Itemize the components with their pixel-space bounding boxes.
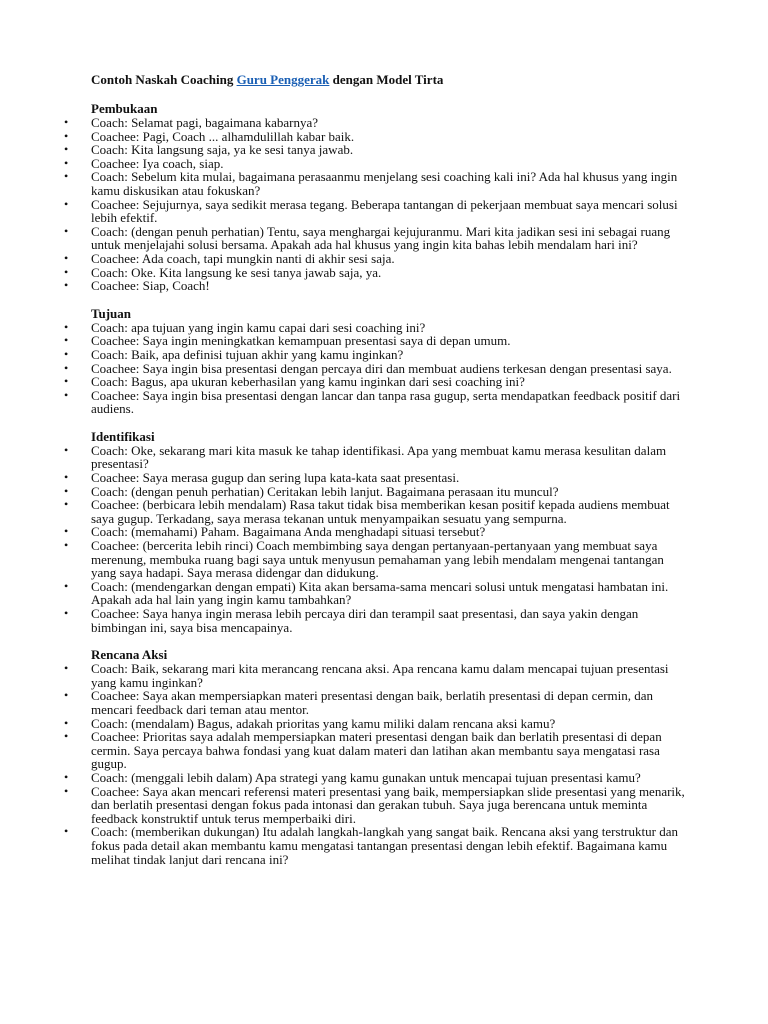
dialog-list xyxy=(64,115,691,294)
bullet-icon: • xyxy=(64,538,69,553)
bullet-icon: • xyxy=(64,196,69,211)
list-item xyxy=(64,578,691,608)
dialog-line: Coach: (dengan penuh perhatian) Tentu, saya menghargai kejujuranmu. Mari kita jadikan sesi ini sebagai ruang untuk menjelajahi solusi bersama. Apakah ada hal khusus yang ingin kita bahas lebih mendalam hari ini? xyxy=(91,223,671,253)
dialog-line: Coachee: Saya ingin bisa presentasi dengan lancar dan tanpa rasa gugup, serta mendapatkan feedback positif dari audiens. xyxy=(91,387,681,417)
bullet-icon: • xyxy=(64,264,69,279)
bullet-icon: • xyxy=(64,319,69,334)
list-item xyxy=(64,142,691,158)
dialog-line: Coach: (mendalam) Bagus, adakah prioritas yang kamu miliki dalam rencana aksi kamu? xyxy=(91,715,556,731)
dialog-line: Coach: (memberikan dukungan) Itu adalah langkah-langkah yang sangat baik. Rencana aksi yang terstruktur dan fokus pada detail akan membantu kamu mengatasi tantangan presentasi dengan lebih efektif. Bagaimana kamu melihat tindak lanjut dari rencana ini? xyxy=(91,824,678,867)
bullet-icon: • xyxy=(64,824,69,839)
dialog-line: Coach: Baik, sekarang mari kita merancang rencana aksi. Apa rencana kamu dalam mencapai tujuan presentasi yang kamu inginkan? xyxy=(91,661,669,690)
sections-container xyxy=(64,101,691,867)
bullet-icon: • xyxy=(64,374,69,389)
bullet-icon: • xyxy=(64,470,69,485)
bullet-icon: • xyxy=(64,578,69,593)
list-item xyxy=(64,374,691,390)
dialog-line: Coachee: Siap, Coach! xyxy=(91,278,210,294)
dialog-line: Coach: Sebelum kita mulai, bagaimana perasaanmu menjelang sesi coaching kali ini? Ada hal khusus yang ingin kamu diskusikan atau fokuskan? xyxy=(91,169,678,198)
list-item xyxy=(64,497,691,526)
dialog-line: Coachee: Saya akan mencari referensi materi presentasi yang baik, mempersiapkan slide presentasi yang menarik, dan berlatih presentasi dengan fokus pada intonasi dan gerakan tubuh. Saya juga berencana untuk meminta feedback konstruktif untuk terus memperbaiki diri. xyxy=(91,783,685,826)
list-item xyxy=(64,196,691,226)
dialog-line: Coach: Baik, apa definisi tujuan akhir yang kamu inginkan? xyxy=(91,346,404,362)
dialog-line: Coach: Selamat pagi, bagaimana kabarnya? xyxy=(91,115,319,130)
bullet-icon: • xyxy=(64,360,69,375)
list-item xyxy=(64,278,691,294)
dialog-line: Coachee: (berbicara lebih mendalam) Rasa takut tidak bisa memberikan kesan positif kepada audiens membuat saya gugup. Terkadang, saya merasa tekanan untuk menyampaikan sesuatu yang sempurna. xyxy=(91,497,670,526)
bullet-icon: • xyxy=(64,142,69,157)
dialog-line: Coach: Kita langsung saja, ya ke sesi tanya jawab. xyxy=(91,142,354,158)
list-item xyxy=(64,346,691,362)
dialog-line: Coachee: Ada coach, tapi mungkin nanti di akhir sesi saja. xyxy=(91,250,395,266)
list-item xyxy=(64,483,691,499)
bullet-icon: • xyxy=(64,128,69,143)
list-item xyxy=(64,606,691,635)
dialog-line: Coach: Oke. Kita langsung ke sesi tanya jawab saja, ya. xyxy=(91,264,382,280)
list-item xyxy=(64,661,691,690)
dialog-line: Coach: Oke, sekarang mari kita masuk ke tahap identifikasi. Apa yang membuat kamu merasa kesulitan dalam presentasi? xyxy=(91,442,667,472)
list-item xyxy=(64,538,691,581)
list-item xyxy=(64,783,691,826)
list-item xyxy=(64,360,691,376)
dialog-list xyxy=(64,319,691,417)
guru-penggerak-link[interactable]: Guru Penggerak xyxy=(236,72,330,87)
dialog-line: Coachee: Prioritas saya adalah mempersiapkan materi presentasi dengan baik dan berlatih presentasi di depan cermin. Saya percaya bahwa fondasi yang kuat dalam materi dan latihan akan membantu saya mengatasi rasa gugup. xyxy=(91,729,662,772)
dialog-list xyxy=(64,661,691,867)
dialog-line: Coach: (dengan penuh perhatian) Ceritakan lebih lanjut. Bagaimana perasaan itu muncul? xyxy=(91,483,559,499)
section-heading: Rencana Aksi xyxy=(91,647,168,663)
section-tujuan xyxy=(64,305,691,417)
dialog-list xyxy=(64,442,691,635)
section-heading: Tujuan xyxy=(91,305,131,321)
section-heading: Pembukaan xyxy=(91,101,158,116)
list-item xyxy=(64,524,691,540)
document-content xyxy=(64,72,691,879)
bullet-icon: • xyxy=(64,442,69,457)
bullet-icon: • xyxy=(64,250,69,265)
bullet-icon: • xyxy=(64,278,69,293)
document-title xyxy=(91,72,691,87)
list-item xyxy=(64,387,691,417)
bullet-icon: • xyxy=(64,387,69,402)
dialog-line: Coachee: Saya hanya ingin merasa lebih percaya diri dan terampil saat presentasi, dan saya yakin dengan bimbingan ini, saya bisa mencapainya. xyxy=(91,606,639,635)
bullet-icon: • xyxy=(64,661,69,676)
list-item xyxy=(64,470,691,486)
list-item xyxy=(64,333,691,349)
dialog-line: Coach: (mendengarkan dengan empati) Kita akan bersama-sama mencari solusi untuk mengatasi hambatan ini. Apakah ada hal lain yang ingin kamu tambahkan? xyxy=(91,578,669,608)
bullet-icon: • xyxy=(64,155,69,170)
list-item xyxy=(64,250,691,266)
section-identifikasi xyxy=(64,428,691,635)
bullet-icon: • xyxy=(64,483,69,498)
bullet-icon: • xyxy=(64,223,69,238)
bullet-icon: • xyxy=(64,333,69,348)
list-item xyxy=(64,715,691,731)
list-item xyxy=(64,824,691,867)
bullet-icon: • xyxy=(64,497,69,512)
dialog-line: Coach: apa tujuan yang ingin kamu capai dari sesi coaching ini? xyxy=(91,319,426,335)
dialog-line: Coach: (menggali lebih dalam) Apa strategi yang kamu gunakan untuk mencapai tujuan presentasi kamu? xyxy=(91,769,641,785)
bullet-icon: • xyxy=(64,769,69,784)
dialog-line: Coachee: Pagi, Coach ... alhamdulillah kabar baik. xyxy=(91,128,355,144)
bullet-icon: • xyxy=(64,783,69,798)
bullet-icon: • xyxy=(64,688,69,703)
list-item xyxy=(64,319,691,335)
section-rencana-aksi xyxy=(64,647,691,867)
dialog-line: Coachee: Saya ingin meningkatkan kemampuan presentasi saya di depan umum. xyxy=(91,333,511,349)
list-item xyxy=(64,155,691,171)
list-item xyxy=(64,442,691,472)
dialog-line: Coach: Bagus, apa ukuran keberhasilan yang kamu inginkan dari sesi coaching ini? xyxy=(91,374,525,390)
dialog-line: Coach: (memahami) Paham. Bagaimana Anda menghadapi situasi tersebut? xyxy=(91,524,486,540)
dialog-line: Coachee: Sejujurnya, saya sedikit merasa tegang. Beberapa tantangan di pekerjaan membuat saya mencari solusi lebih efektif. xyxy=(91,196,678,226)
title-suffix: dengan Model Tirta xyxy=(329,72,444,87)
list-item xyxy=(64,128,691,144)
bullet-icon: • xyxy=(64,524,69,539)
list-item xyxy=(64,769,691,785)
bullet-icon: • xyxy=(64,346,69,361)
dialog-line: Coachee: Saya merasa gugup dan sering lupa kata-kata saat presentasi. xyxy=(91,470,460,486)
bullet-icon: • xyxy=(64,606,69,620)
bullet-icon: • xyxy=(64,715,69,730)
bullet-icon: • xyxy=(64,115,69,129)
section-heading: Identifikasi xyxy=(91,428,155,444)
dialog-line: Coachee: Saya akan mempersiapkan materi presentasi dengan baik, berlatih presentasi di depan cermin, dan mencari feedback dari teman atau mentor. xyxy=(91,688,654,717)
dialog-line: Coachee: Iya coach, siap. xyxy=(91,155,224,171)
list-item xyxy=(64,688,691,717)
title-prefix: Contoh Naskah Coaching xyxy=(91,72,237,87)
dialog-line: Coachee: (bercerita lebih rinci) Coach membimbing saya dengan pertanyaan-pertanyaan yang membuat saya merenung, membuka ruang bagi saya untuk menyusun pemahaman yang lebih mendalam mengenai tantangan yang saya hadapi. Saya merasa didengar dan didukung. xyxy=(91,538,664,581)
list-item xyxy=(64,115,691,130)
bullet-icon: • xyxy=(64,729,69,744)
dialog-line: Coachee: Saya ingin bisa presentasi dengan percaya diri dan membuat audiens terkesan dengan presentasi saya. xyxy=(91,360,672,376)
bullet-icon: • xyxy=(64,169,69,184)
section-pembukaan xyxy=(64,101,691,294)
list-item xyxy=(64,729,691,772)
list-item xyxy=(64,169,691,198)
list-item xyxy=(64,223,691,253)
list-item xyxy=(64,264,691,280)
